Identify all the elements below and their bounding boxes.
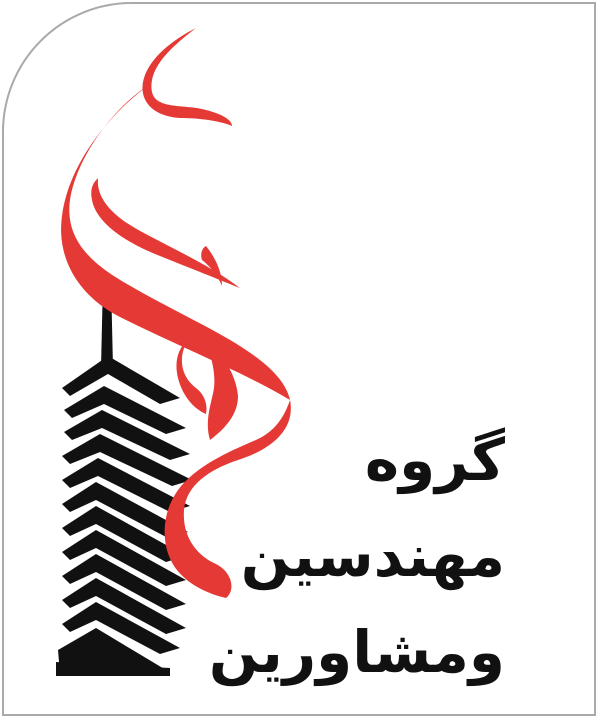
company-name-line-1: گروه [364,426,505,494]
company-name-line-2: مهندسین [240,522,505,590]
company-name [208,412,505,700]
company-name-line-3: ومشاورین [208,618,505,686]
